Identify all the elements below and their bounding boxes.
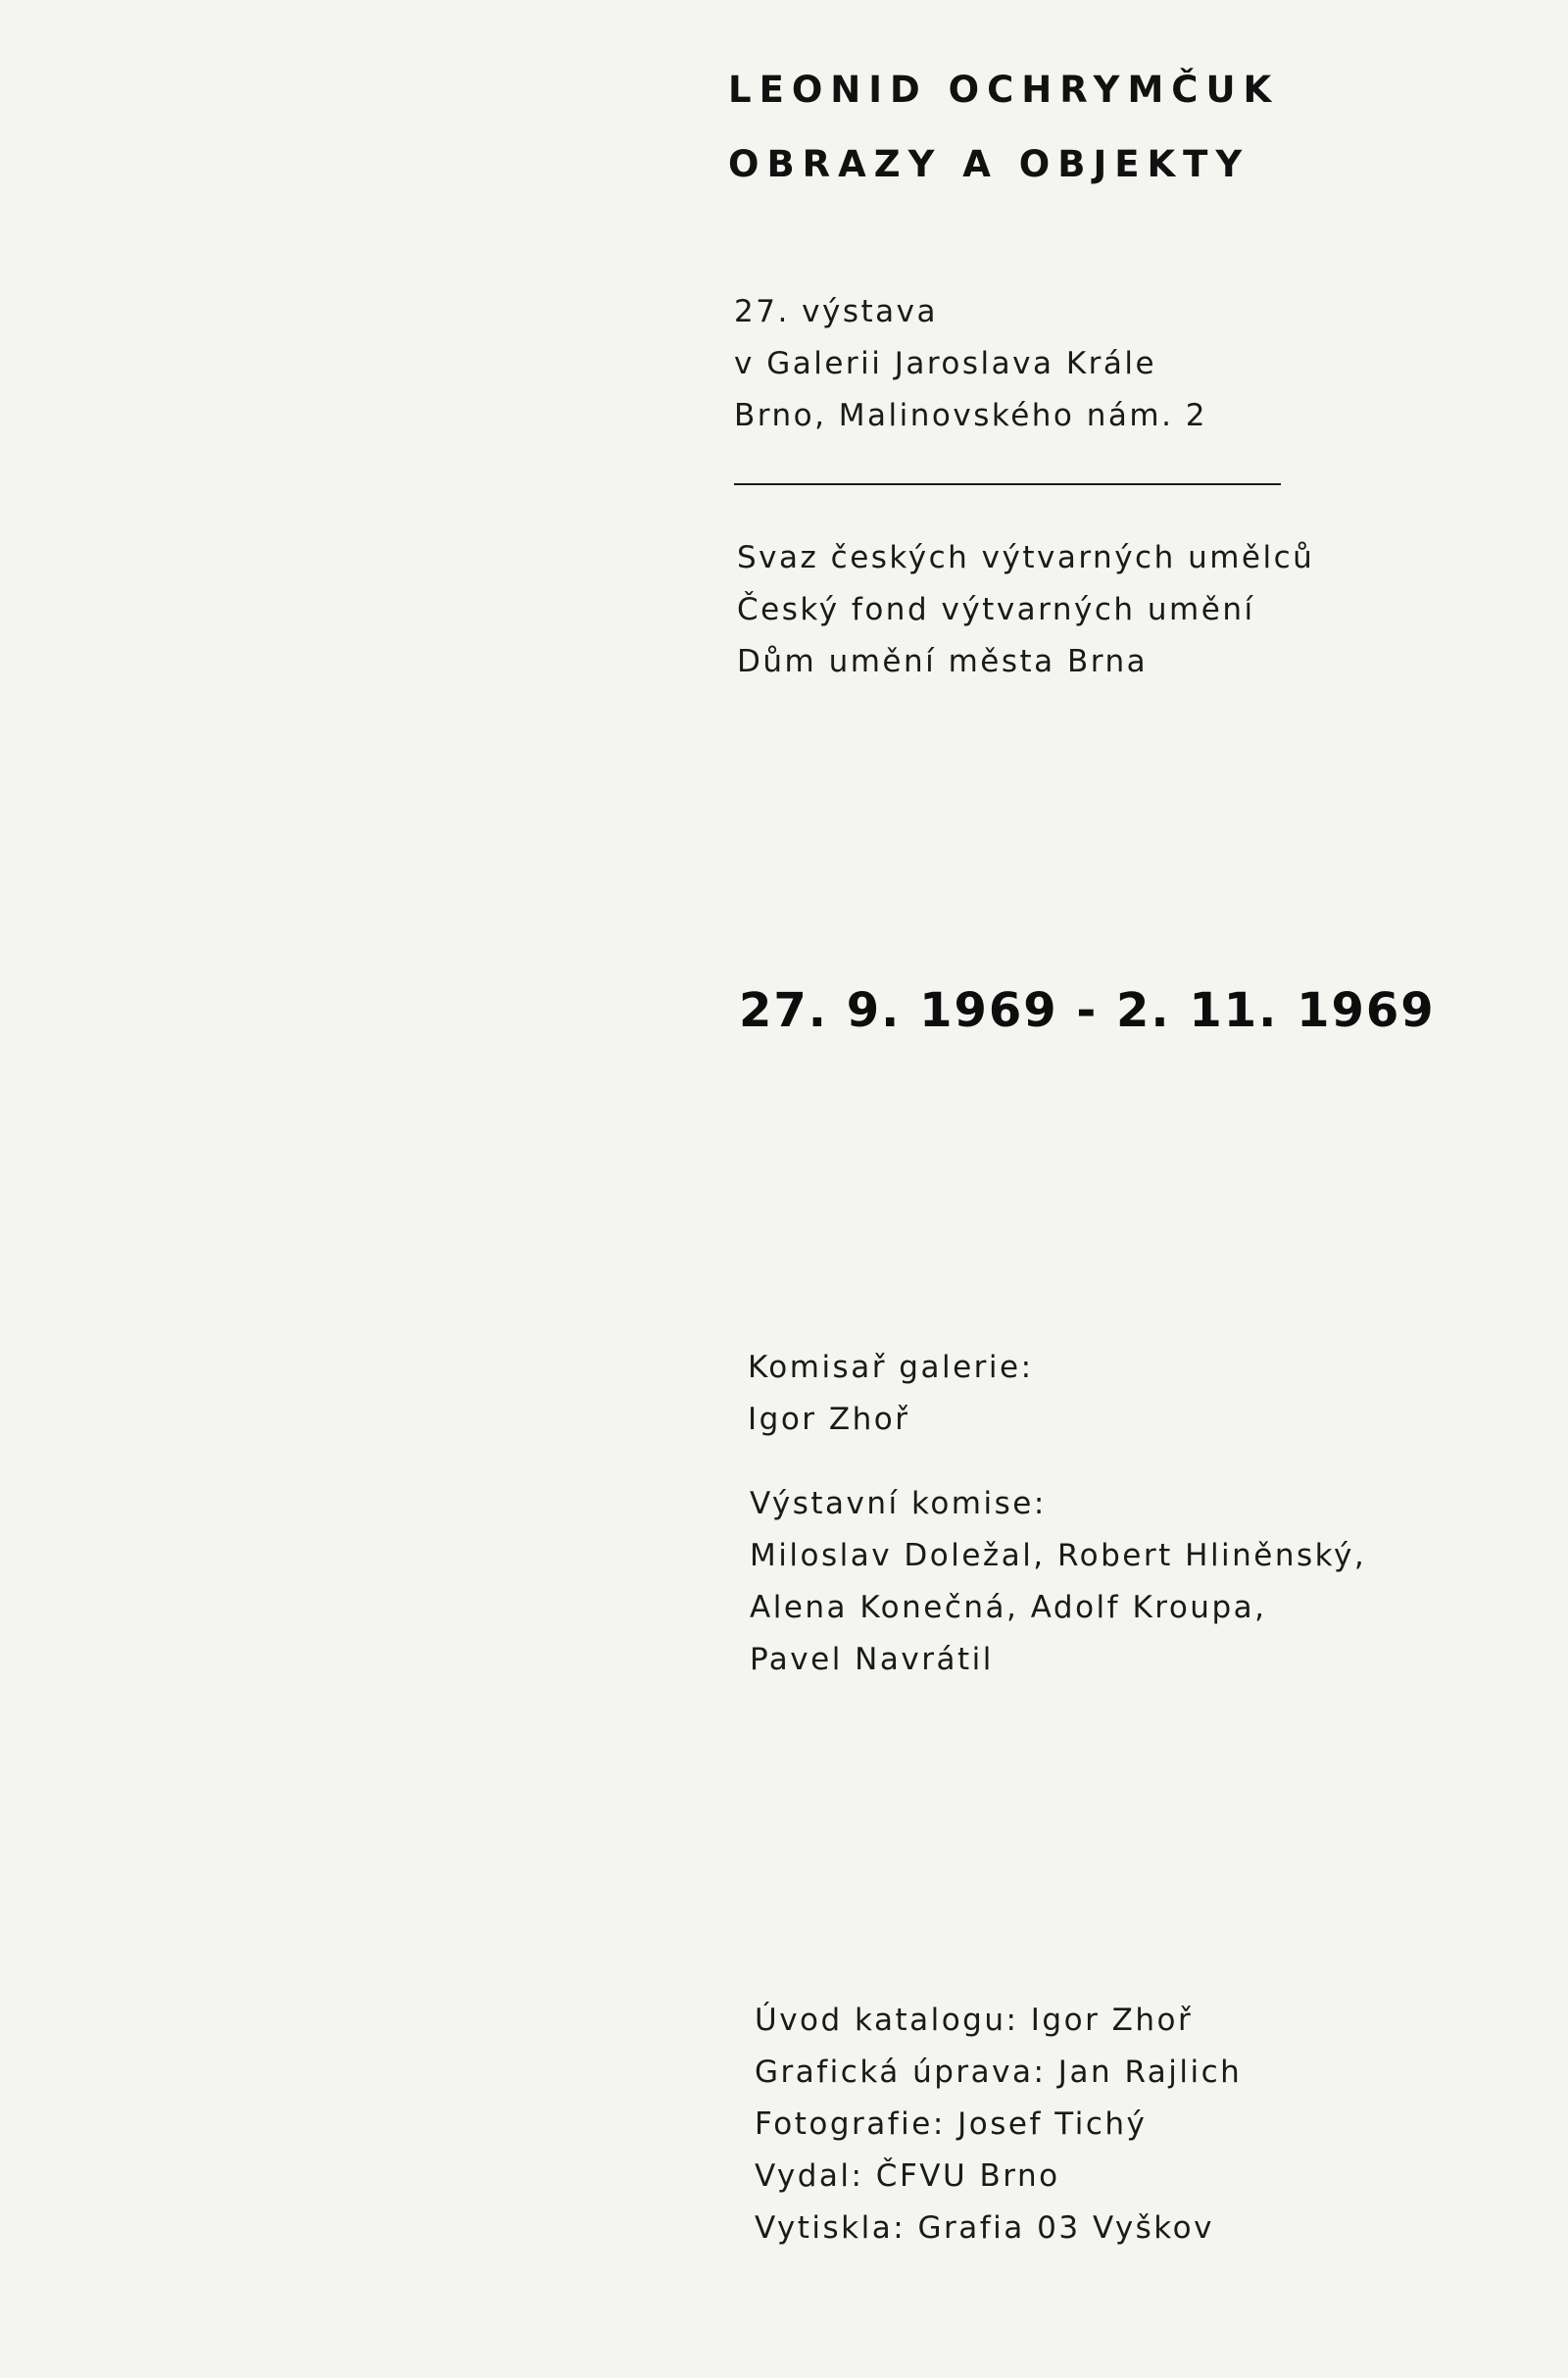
venue-line: v Galerii Jaroslava Krále xyxy=(734,346,1157,381)
credits-block xyxy=(755,1995,1242,2254)
exhibition-title: OBRAZY A OBJEKTY xyxy=(728,143,1250,185)
organizer-line: Svaz českých výtvarných umělců xyxy=(737,540,1315,575)
commissioner-block xyxy=(748,1342,1034,1446)
venue-line: 27. výstava xyxy=(734,294,938,329)
commissioner-label: Komisař galerie: xyxy=(748,1350,1034,1385)
committee-line: Miloslav Doležal, Robert Hliněnský, xyxy=(750,1538,1367,1573)
committee-line: Alena Konečná, Adolf Kroupa, xyxy=(750,1590,1267,1625)
committee-line: Pavel Navrátil xyxy=(750,1642,994,1677)
credit-line: Úvod katalogu: Igor Zhoř xyxy=(755,2003,1194,2038)
organizer-line: Český fond výtvarných umění xyxy=(737,592,1255,627)
venue-block xyxy=(734,286,1207,442)
organizers-block xyxy=(737,532,1314,688)
credit-line: Grafická úprava: Jan Rajlich xyxy=(755,2055,1243,2090)
commissioner-name: Igor Zhoř xyxy=(748,1402,910,1437)
divider-rule xyxy=(734,483,1281,485)
credit-line: Fotografie: Josef Tichý xyxy=(755,2106,1148,2142)
organizer-line: Dům umění města Brna xyxy=(737,644,1149,679)
venue-line: Brno, Malinovského nám. 2 xyxy=(734,398,1208,433)
artist-name: LEONID OCHRYMČUK xyxy=(728,69,1280,111)
committee-block xyxy=(750,1478,1366,1686)
credit-line: Vydal: ČFVU Brno xyxy=(755,2158,1060,2194)
committee-label: Výstavní komise: xyxy=(750,1486,1047,1521)
credit-line: Vytiskla: Grafia 03 Vyškov xyxy=(755,2210,1214,2246)
exhibition-dates: 27. 9. 1969 - 2. 11. 1969 xyxy=(739,983,1436,1038)
